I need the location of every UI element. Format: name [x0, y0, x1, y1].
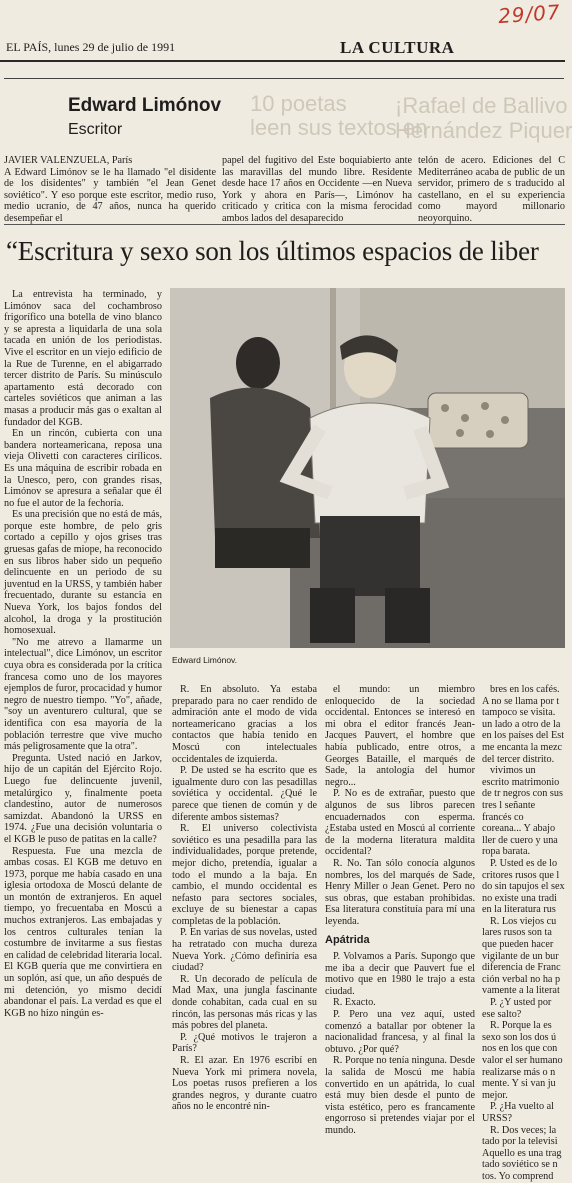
masthead: EL PAÍS, lunes 29 de julio de 1991	[6, 40, 176, 54]
profile-col-1: JAVIER VALENZUELA, París A Edward Limónov se le ha llamado "el disidente de los disidentes" y también "el Jean Genet soviético". Y eso porque este escritor, medio ruso, medio ucranio, de 47 años, nunca ha querido desempeñar el	[4, 155, 216, 224]
profile-title: Edward Limónov	[68, 95, 222, 116]
paragraph: P. ¿Qué motivos le trajeron a París?	[172, 1031, 317, 1055]
bleed-through-left: ¡Rafael de Ballivo	[395, 93, 568, 118]
subheading-apatrida: Apátrida	[325, 934, 370, 947]
paragraph: Respuesta. Fue una mezcla de ambas cosas. El KGB me detuvo en 1973, porque me había casado en una iglesia ortodoxa de Moscú delante de un montón de extranjeros. En aquel tiempo, yo frecuentaba en Moscú a muchos extranjeros. Las embajadas y los centros culturales tenían la costumbre de invitarme a sus fiestas en calidad de celebridad literaria local. El KGB quería que me convirtiera en un soplón, así que, un año después de mi detención, yo mismo decidí abandonar el país. La verdad es que el KGB no hizo ningún es-	[4, 845, 162, 1019]
paragraph: R. El azar. En 1976 escribí en Nueva York mi primera novela, Los poetas rusos prefieren a los grandes negros, y durante cuatro años no le encontré nin-	[172, 1055, 317, 1113]
paragraph: R. Porque la es sexo son los dos ú nos en los que con valor el ser humano realizarse más o n mente. Y si van ju mejor.	[482, 1020, 563, 1101]
portrait-photo	[170, 288, 565, 648]
photo-illustration	[170, 288, 565, 648]
paragraph: Es una precisión que no está de más, porque este hombre, de pelo gris cortado a cepillo y ojos grises tras gruesas gafas de miope, ha reconocido en sus libros haber sido un pequeño delincuente en un periodo de su juventud en la URSS, y también haber frecuentado, durante su estancia en Nueva York, los bajos fondos del alcohol, la droga y la prostitución homosexual.	[4, 509, 162, 637]
paragraph: R. Dos veces; la tado por la televisi Aquello es una trag tado soviético se n tos. Yo comprend	[482, 1124, 562, 1182]
paragraph: En un rincón, cubierta con una bandera norteamericana, reposa una vieja Olivetti con caracteres cirílicos. Es una máquina de escribir robada en la Unesco, pero, con grandes risas, Limónov se apresura a señalar que él no fue el autor de la fechoría.	[4, 428, 162, 509]
paragraph: R. Un decorado de película de Mad Max, una jungla fascinante donde cohabitan, cada cual en su rincón, las personas más ricas y las más pobres del planeta.	[172, 973, 317, 1032]
section-title: LA CULTURA	[340, 38, 455, 57]
paragraph: R. En absoluto. Ya estaba preparado para no caer rendido de admiración ante el modo de vida norteamericano gracias a los contactos que había tenido en Moscú con intelectuales occidentales de izquierda.	[172, 684, 317, 765]
paragraph: P. En varias de sus novelas, usted ha retratado con mucha dureza Nueva York. ¿Cómo definiría esa ciudad?	[172, 927, 317, 974]
profile-col-2: papel del fugitivo del Este boquiabierto ante las maravillas del mundo libre. Residente desde hace 17 años en Occidente —en Nueva York y ahora en París—, Limónov ha criticado y critica con la misma ferocidad ambos lados del desaparecido	[222, 155, 412, 224]
paragraph: P. Volvamos a París. Supongo que me iba a decir que Pauvert fue el motivo que en 1980 le trajo a esta ciudad.	[325, 951, 475, 997]
headline: “Escritura y sexo son los últimos espacios de liber	[6, 236, 539, 266]
paragraph: R. Exacto.	[333, 997, 376, 1009]
paragraph: el mundo: un miembro enloquecido de la sociedad occidental. Entonces se interesó en mi obra el editor francés Jean-Jacques Pauvert, el hombre que había publicado, entre otros, a Georges Bataille, el marqués de Sade, la antología del humor negro...	[325, 684, 475, 788]
paragraph: P. ¿Ha vuelto al URSS?	[482, 1101, 554, 1124]
box-rule	[4, 224, 565, 225]
photo-caption: Edward Limónov.	[172, 655, 238, 665]
middle-column-1	[172, 684, 317, 1113]
masthead-rule	[0, 60, 565, 62]
paragraph: P. Pero una vez aquí, usted comenzó a batallar por obtener la nacionalidad francesa, y al final la obtuvo. ¿Por qué?	[325, 1009, 475, 1055]
handwritten-date: 29/07	[497, 0, 562, 29]
profile-subtitle: Escritor	[68, 121, 123, 138]
paragraph: R. El universo colectivista soviético es una pesadilla para las individualidades, porque pretende, mejor dicho, pretendía, igualar a todo el mundo a la baja. En cambio, el mundo occidental es nefasto para sectores sociales, excluye de su bienestar a capas completas de la población.	[172, 823, 317, 927]
paragraph: P. ¿Y usted por ese salto?	[482, 997, 552, 1020]
bleed-through-right-2: leen sus textos en	[250, 115, 428, 140]
profile-col-3: telón de acero. Ediciones del C Mediterráneo acaba de public de un servidor, primero de s traducido al castellano, en el su experiencia como mayord millonario neoyorquino.	[418, 155, 565, 224]
paragraph: R. No. Tan sólo conocía algunos nombres, los del marqués de Sade, Henry Miller o Jean Genet. Pero no sus obras, que estaban prohibidas. Esa literatura constituía para mí una leyenda.	[325, 857, 475, 927]
paragraph: P. Usted es de lo critores rusos que l do sin tapujos el sex no existe una tradi en la literatura rus	[482, 857, 565, 916]
middle-column-2	[325, 684, 475, 1137]
paragraph: bres en los cafés. A no se llama por t tampoco se visita. un lado a otro de la en los países del Est me encanta la mezc del tercer distrito.	[482, 684, 565, 765]
bleed-through-right: 10 poetas	[250, 91, 347, 116]
paragraph: R. Los viejos cu lares rusos son ta que pueden hacer vigilante de un bur diferencia de Franc ción verbal no ha p vamente a la literat	[482, 915, 561, 997]
paragraph: P. No es de extrañar, puesto que algunos de sus libros parecen encuadernados con esperma. ¿Estaba usted en Moscú al corriente de la moderna literatura maldita occidental?	[325, 788, 475, 858]
right-column	[482, 684, 565, 1182]
left-column	[4, 289, 162, 1019]
paragraph: P. De usted se ha escrito que es igualmente duro con las pesadillas soviética y occidental. ¿Qué le parece que tienen de común y de diferente ambos sistemas?	[172, 765, 317, 823]
paragraph: Pregunta. Usted nació en Jarkov, hijo de un capitán del Ejército Rojo. Luego fue delincuente juvenil, metalúrgico y, finalmente poeta clandestino, autor de numerosos samizdat. Abandonó la URSS en 1974. ¿Fue una decisión voluntaria o el KGB le puso de patitas en la calle?	[4, 752, 162, 845]
bleed-through-left-2: Hernández Piquer	[395, 118, 572, 143]
paragraph: R. Porque no tenía ninguna. Desde la salida de Moscú me había convertido en un apátrida, lo cual está muy bien desde el punto de vista estético, pero es francamente engorroso si pretendes viajar por el mundo.	[325, 1055, 475, 1136]
paragraph: La entrevista ha terminado, y Limónov saca del cochambroso frigorífico una botella de vino blanco y se apresta a liquidarla de una sola tacada en unión de los periodistas. Vive el escritor en un viejo edificio de la Rue de Turenne, en el abigarrado tercer distrito de París. Su minúsculo apartamento está decorado con carteles soviéticos que animan a las masas a producir más gas o exaltan al fundador del KGB.	[4, 289, 162, 428]
paragraph: "No me atrevo a llamarme un intelectual", dice Limónov, un escritor cuya obra es considerada por la crítica francesa como uno de los mayores ejemplos de furor, procacidad y humor negro de nuestro tiempo. "Yo", añade, "soy un aventurero cultural, que se identifica con esa mayoría de la población terrestre que vive mucho más peligrosamente que la otra".	[4, 636, 163, 753]
paragraph: vivimos un escrito matrimonio de tr negros con sus tres l señante francés co coreana... Y abajo ller de cuero y una ropa barata.	[482, 765, 563, 858]
